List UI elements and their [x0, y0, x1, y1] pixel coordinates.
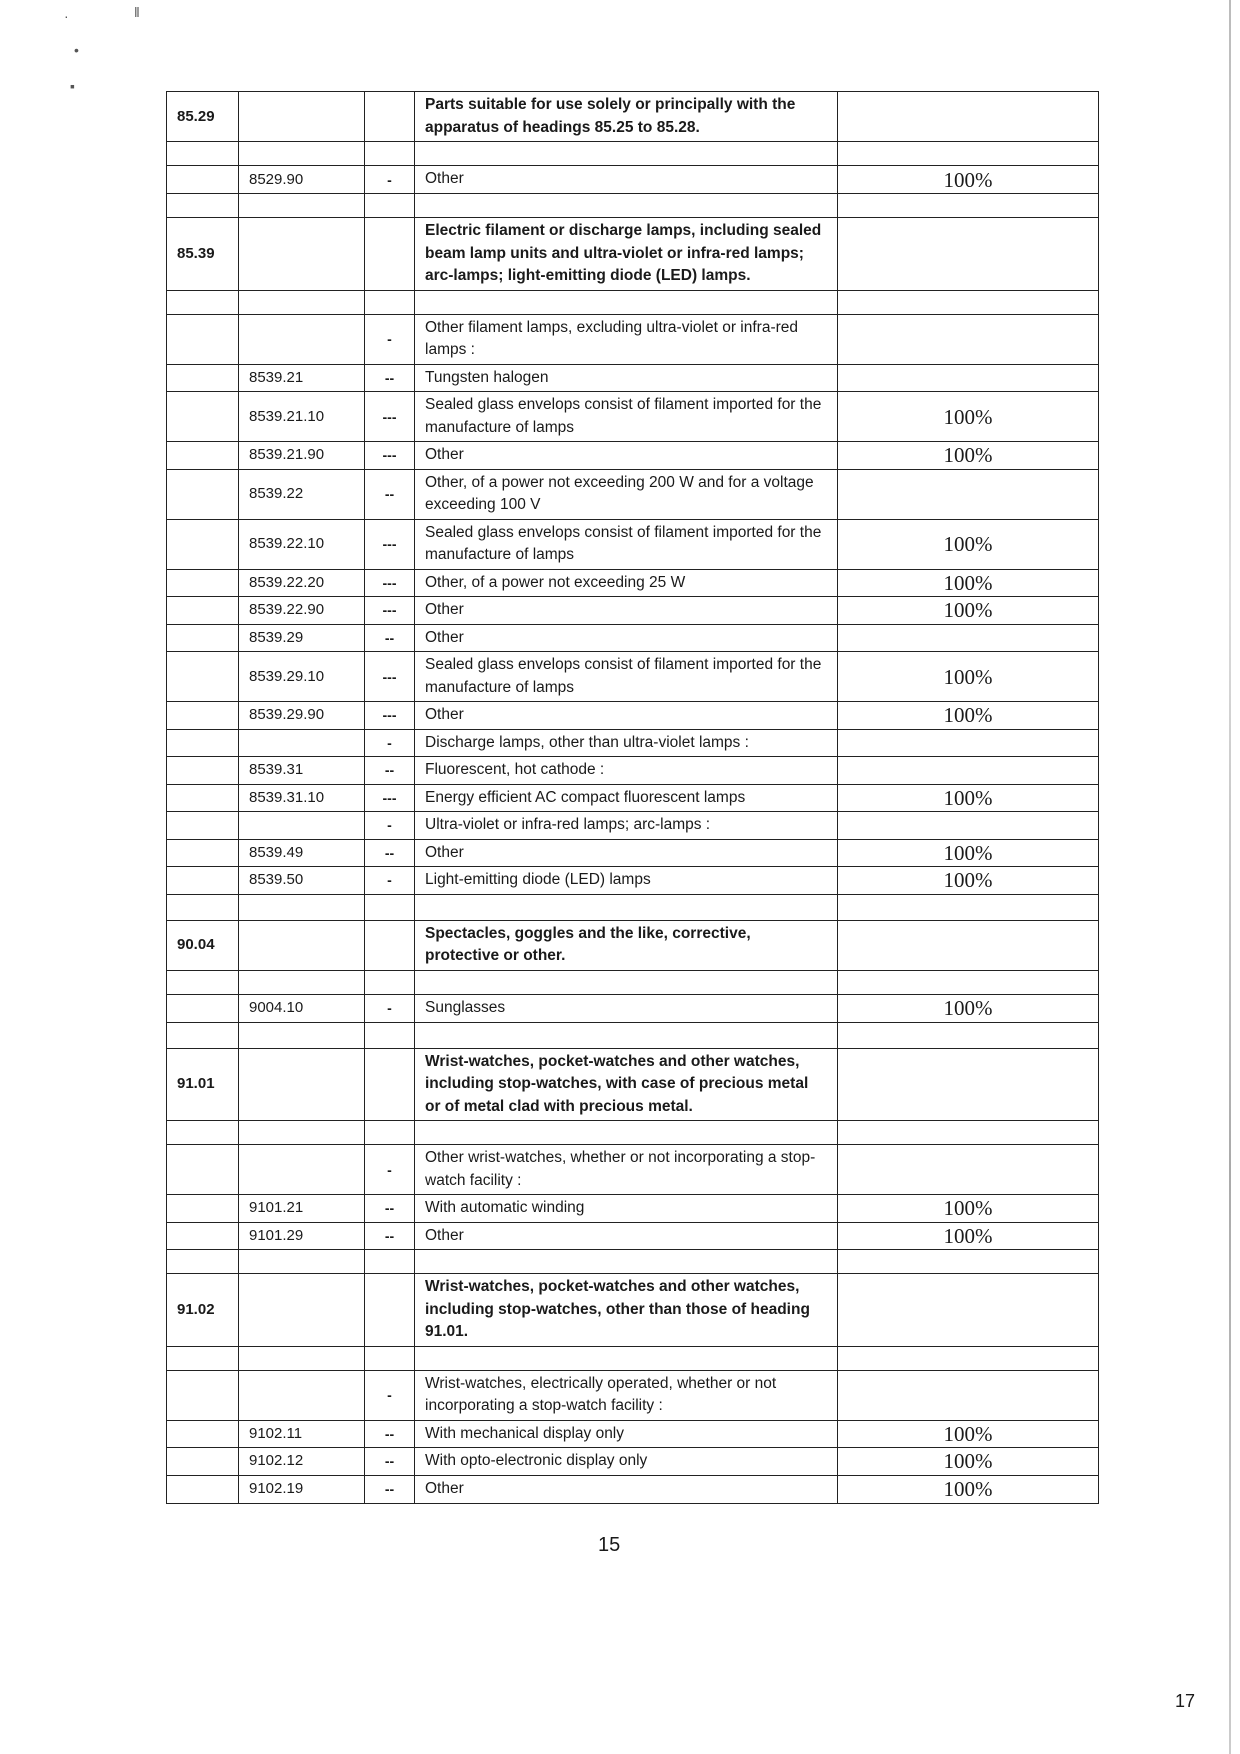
scan-edge-line — [1229, 0, 1231, 1754]
rate-cell — [838, 1250, 1099, 1274]
heading-number-cell — [167, 1121, 239, 1145]
description-cell: Other — [415, 166, 838, 194]
level-dash-cell — [365, 920, 415, 970]
table-row — [167, 729, 1099, 757]
table-row — [167, 569, 1099, 597]
table-row — [167, 1022, 1099, 1048]
scan-speck: · — [64, 8, 69, 24]
heading-number-cell — [167, 597, 239, 625]
table-row — [167, 519, 1099, 569]
hs-code-cell — [239, 920, 365, 970]
hs-code-cell: 9102.12 — [239, 1448, 365, 1476]
description-cell: Discharge lamps, other than ultra-violet lamps : — [415, 729, 838, 757]
description-cell: Ultra-violet or infra-red lamps; arc-lamps : — [415, 812, 838, 840]
level-dash-cell: - — [365, 729, 415, 757]
hs-code-cell — [239, 1370, 365, 1420]
level-dash-cell: -- — [365, 839, 415, 867]
description-cell: Energy efficient AC compact fluorescent lamps — [415, 784, 838, 812]
description-cell: Fluorescent, hot cathode : — [415, 757, 838, 785]
level-dash-cell: - — [365, 994, 415, 1022]
heading-number-cell — [167, 1346, 239, 1370]
hs-code-cell — [239, 218, 365, 291]
level-dash-cell: -- — [365, 469, 415, 519]
table-row — [167, 218, 1099, 291]
rate-cell: 100% — [838, 1195, 1099, 1223]
table-row — [167, 1222, 1099, 1250]
level-dash-cell: -- — [365, 1420, 415, 1448]
table-row — [167, 392, 1099, 442]
table-row — [167, 1475, 1099, 1503]
table-row — [167, 652, 1099, 702]
heading-number-cell — [167, 729, 239, 757]
level-dash-cell: --- — [365, 569, 415, 597]
table-row — [167, 92, 1099, 142]
description-cell — [415, 1121, 838, 1145]
heading-number-cell: 85.29 — [167, 92, 239, 142]
hs-code-cell: 8539.29.10 — [239, 652, 365, 702]
level-dash-cell: - — [365, 867, 415, 895]
rate-cell — [838, 624, 1099, 652]
description-cell — [415, 194, 838, 218]
rate-cell — [838, 92, 1099, 142]
table-row — [167, 314, 1099, 364]
rate-cell — [838, 364, 1099, 392]
description-cell: Electric filament or discharge lamps, including sealed beam lamp units and ultra-violet or infra-red lamps; arc-lamps; light-emitting diode (LED) lamps. — [415, 218, 838, 291]
rate-cell: 100% — [838, 839, 1099, 867]
table-row — [167, 1195, 1099, 1223]
level-dash-cell: -- — [365, 1222, 415, 1250]
description-cell — [415, 1022, 838, 1048]
hs-code-cell: 8539.29.90 — [239, 702, 365, 730]
description-cell — [415, 894, 838, 920]
table-row — [167, 1448, 1099, 1476]
hs-code-cell: 8539.50 — [239, 867, 365, 895]
table-row — [167, 1048, 1099, 1121]
hs-code-cell: 9102.19 — [239, 1475, 365, 1503]
level-dash-cell — [365, 1346, 415, 1370]
level-dash-cell: -- — [365, 364, 415, 392]
description-cell: Sealed glass envelops consist of filament imported for the manufacture of lamps — [415, 652, 838, 702]
heading-number-cell — [167, 894, 239, 920]
level-dash-cell: --- — [365, 784, 415, 812]
table-row — [167, 970, 1099, 994]
heading-number-cell — [167, 290, 239, 314]
level-dash-cell: - — [365, 314, 415, 364]
heading-number-cell — [167, 519, 239, 569]
description-cell: Other — [415, 1222, 838, 1250]
table-row — [167, 994, 1099, 1022]
description-cell: Other — [415, 702, 838, 730]
description-cell: Wrist-watches, pocket-watches and other watches, including stop-watches, with case of precious metal or of metal clad with precious metal. — [415, 1048, 838, 1121]
heading-number-cell — [167, 1370, 239, 1420]
heading-number-cell — [167, 1448, 239, 1476]
hs-code-cell — [239, 194, 365, 218]
rate-cell — [838, 1274, 1099, 1347]
table-row — [167, 757, 1099, 785]
hs-code-cell: 8529.90 — [239, 166, 365, 194]
heading-number-cell — [167, 314, 239, 364]
hs-code-cell: 8539.29 — [239, 624, 365, 652]
description-cell: Tungsten halogen — [415, 364, 838, 392]
hs-code-cell: 8539.31 — [239, 757, 365, 785]
description-cell — [415, 1250, 838, 1274]
rate-cell: 100% — [838, 1420, 1099, 1448]
heading-number-cell: 85.39 — [167, 218, 239, 291]
rate-cell: 100% — [838, 867, 1099, 895]
page-number: 15 — [598, 1534, 621, 1556]
table-row — [167, 194, 1099, 218]
heading-number-cell — [167, 624, 239, 652]
table-row — [167, 784, 1099, 812]
hs-code-cell: 8539.22 — [239, 469, 365, 519]
table-row — [167, 839, 1099, 867]
description-cell: Other — [415, 442, 838, 470]
description-cell — [415, 1346, 838, 1370]
rate-cell: 100% — [838, 1475, 1099, 1503]
rate-cell: 100% — [838, 519, 1099, 569]
heading-number-cell — [167, 194, 239, 218]
table-row — [167, 364, 1099, 392]
hs-code-cell — [239, 1250, 365, 1274]
level-dash-cell — [365, 218, 415, 291]
hs-code-cell — [239, 92, 365, 142]
heading-number-cell — [167, 839, 239, 867]
rate-cell — [838, 469, 1099, 519]
rate-cell — [838, 194, 1099, 218]
rate-cell — [838, 757, 1099, 785]
heading-number-cell — [167, 1145, 239, 1195]
description-cell: Wrist-watches, electrically operated, whether or not incorporating a stop-watch facility : — [415, 1370, 838, 1420]
hs-code-cell: 8539.31.10 — [239, 784, 365, 812]
heading-number-cell — [167, 702, 239, 730]
table-row — [167, 1145, 1099, 1195]
table-row — [167, 1420, 1099, 1448]
level-dash-cell: --- — [365, 392, 415, 442]
level-dash-cell — [365, 92, 415, 142]
heading-number-cell — [167, 994, 239, 1022]
tariff-table-body — [167, 92, 1099, 1504]
hs-code-cell: 9102.11 — [239, 1420, 365, 1448]
hs-code-cell: 8539.22.20 — [239, 569, 365, 597]
level-dash-cell — [365, 194, 415, 218]
heading-number-cell — [167, 652, 239, 702]
rate-cell: 100% — [838, 569, 1099, 597]
corner-mark: 17 — [1175, 1691, 1196, 1711]
hs-code-cell: 8539.21.10 — [239, 392, 365, 442]
heading-number-cell: 90.04 — [167, 920, 239, 970]
table-row — [167, 597, 1099, 625]
rate-cell — [838, 1121, 1099, 1145]
hs-code-cell — [239, 729, 365, 757]
table-row — [167, 624, 1099, 652]
hs-code-cell: 8539.22.10 — [239, 519, 365, 569]
rate-cell — [838, 970, 1099, 994]
description-cell: Other, of a power not exceeding 25 W — [415, 569, 838, 597]
hs-code-cell — [239, 894, 365, 920]
description-cell: Other wrist-watches, whether or not incorporating a stop-watch facility : — [415, 1145, 838, 1195]
hs-code-cell — [239, 314, 365, 364]
rate-cell — [838, 1022, 1099, 1048]
table-row — [167, 1346, 1099, 1370]
heading-number-cell — [167, 757, 239, 785]
heading-number-cell — [167, 1222, 239, 1250]
hs-code-cell — [239, 1274, 365, 1347]
rate-cell — [838, 218, 1099, 291]
description-cell — [415, 970, 838, 994]
table-row — [167, 1250, 1099, 1274]
heading-number-cell — [167, 812, 239, 840]
hs-code-cell: 9101.21 — [239, 1195, 365, 1223]
rate-cell — [838, 1370, 1099, 1420]
heading-number-cell — [167, 1475, 239, 1503]
description-cell: Other filament lamps, excluding ultra-violet or infra-red lamps : — [415, 314, 838, 364]
rate-cell: 100% — [838, 166, 1099, 194]
hs-code-cell — [239, 970, 365, 994]
description-cell: Light-emitting diode (LED) lamps — [415, 867, 838, 895]
table-row — [167, 1370, 1099, 1420]
description-cell: Other — [415, 839, 838, 867]
level-dash-cell — [365, 894, 415, 920]
heading-number-cell — [167, 1022, 239, 1048]
level-dash-cell: - — [365, 1145, 415, 1195]
heading-number-cell — [167, 142, 239, 166]
rate-cell: 100% — [838, 392, 1099, 442]
table-row — [167, 920, 1099, 970]
heading-number-cell — [167, 442, 239, 470]
table-row — [167, 894, 1099, 920]
heading-number-cell — [167, 469, 239, 519]
table-row — [167, 867, 1099, 895]
heading-number-cell — [167, 392, 239, 442]
rate-cell — [838, 812, 1099, 840]
heading-number-cell — [167, 1250, 239, 1274]
scan-speck: • — [74, 42, 79, 58]
table-row — [167, 142, 1099, 166]
rate-cell: 100% — [838, 1448, 1099, 1476]
level-dash-cell — [365, 142, 415, 166]
rate-cell: 100% — [838, 784, 1099, 812]
level-dash-cell — [365, 970, 415, 994]
table-row — [167, 1121, 1099, 1145]
rate-cell: 100% — [838, 442, 1099, 470]
level-dash-cell: -- — [365, 757, 415, 785]
tariff-table — [166, 91, 1099, 1504]
description-cell: Spectacles, goggles and the like, corrective, protective or other. — [415, 920, 838, 970]
hs-code-cell — [239, 1346, 365, 1370]
description-cell: With mechanical display only — [415, 1420, 838, 1448]
table-row — [167, 702, 1099, 730]
table-row — [167, 469, 1099, 519]
heading-number-cell — [167, 166, 239, 194]
scan-speck: ‖ — [134, 4, 140, 20]
heading-number-cell: 91.02 — [167, 1274, 239, 1347]
level-dash-cell: --- — [365, 652, 415, 702]
hs-code-cell — [239, 142, 365, 166]
level-dash-cell: -- — [365, 1195, 415, 1223]
description-cell: Other — [415, 624, 838, 652]
level-dash-cell: --- — [365, 702, 415, 730]
level-dash-cell — [365, 1250, 415, 1274]
heading-number-cell — [167, 1195, 239, 1223]
level-dash-cell: - — [365, 812, 415, 840]
table-row — [167, 442, 1099, 470]
hs-code-cell — [239, 1048, 365, 1121]
heading-number-cell — [167, 867, 239, 895]
level-dash-cell: --- — [365, 442, 415, 470]
description-cell: Other — [415, 597, 838, 625]
scan-speck: ▪ — [70, 78, 75, 94]
level-dash-cell: --- — [365, 519, 415, 569]
description-cell — [415, 142, 838, 166]
heading-number-cell — [167, 364, 239, 392]
rate-cell — [838, 729, 1099, 757]
table-row — [167, 166, 1099, 194]
hs-code-cell — [239, 1145, 365, 1195]
hs-code-cell: 8539.22.90 — [239, 597, 365, 625]
heading-number-cell — [167, 970, 239, 994]
rate-cell: 100% — [838, 652, 1099, 702]
description-cell: With opto-electronic display only — [415, 1448, 838, 1476]
rate-cell — [838, 1346, 1099, 1370]
hs-code-cell: 8539.21 — [239, 364, 365, 392]
heading-number-cell: 91.01 — [167, 1048, 239, 1121]
description-cell: With automatic winding — [415, 1195, 838, 1223]
table-row — [167, 812, 1099, 840]
rate-cell — [838, 1048, 1099, 1121]
level-dash-cell: --- — [365, 597, 415, 625]
level-dash-cell: -- — [365, 1448, 415, 1476]
heading-number-cell — [167, 1420, 239, 1448]
level-dash-cell — [365, 290, 415, 314]
hs-code-cell: 9004.10 — [239, 994, 365, 1022]
hs-code-cell: 8539.49 — [239, 839, 365, 867]
level-dash-cell: -- — [365, 1475, 415, 1503]
level-dash-cell — [365, 1274, 415, 1347]
hs-code-cell — [239, 290, 365, 314]
description-cell: Other — [415, 1475, 838, 1503]
hs-code-cell — [239, 1022, 365, 1048]
table-row — [167, 290, 1099, 314]
rate-cell: 100% — [838, 597, 1099, 625]
rate-cell — [838, 920, 1099, 970]
hs-code-cell: 9101.29 — [239, 1222, 365, 1250]
description-cell: Sealed glass envelops consist of filament imported for the manufacture of lamps — [415, 392, 838, 442]
level-dash-cell: -- — [365, 624, 415, 652]
hs-code-cell — [239, 812, 365, 840]
rate-cell — [838, 314, 1099, 364]
hs-code-cell — [239, 1121, 365, 1145]
description-cell: Sealed glass envelops consist of filament imported for the manufacture of lamps — [415, 519, 838, 569]
rate-cell: 100% — [838, 994, 1099, 1022]
level-dash-cell — [365, 1121, 415, 1145]
rate-cell — [838, 894, 1099, 920]
rate-cell — [838, 290, 1099, 314]
hs-code-cell: 8539.21.90 — [239, 442, 365, 470]
level-dash-cell — [365, 1022, 415, 1048]
level-dash-cell — [365, 1048, 415, 1121]
description-cell: Parts suitable for use solely or principally with the apparatus of headings 85.25 to 85.28. — [415, 92, 838, 142]
description-cell: Sunglasses — [415, 994, 838, 1022]
description-cell: Other, of a power not exceeding 200 W and for a voltage exceeding 100 V — [415, 469, 838, 519]
heading-number-cell — [167, 569, 239, 597]
heading-number-cell — [167, 784, 239, 812]
level-dash-cell: - — [365, 166, 415, 194]
rate-cell: 100% — [838, 702, 1099, 730]
description-cell — [415, 290, 838, 314]
rate-cell — [838, 142, 1099, 166]
table-row — [167, 1274, 1099, 1347]
description-cell: Wrist-watches, pocket-watches and other watches, including stop-watches, other than those of heading 91.01. — [415, 1274, 838, 1347]
rate-cell: 100% — [838, 1222, 1099, 1250]
rate-cell — [838, 1145, 1099, 1195]
level-dash-cell: - — [365, 1370, 415, 1420]
